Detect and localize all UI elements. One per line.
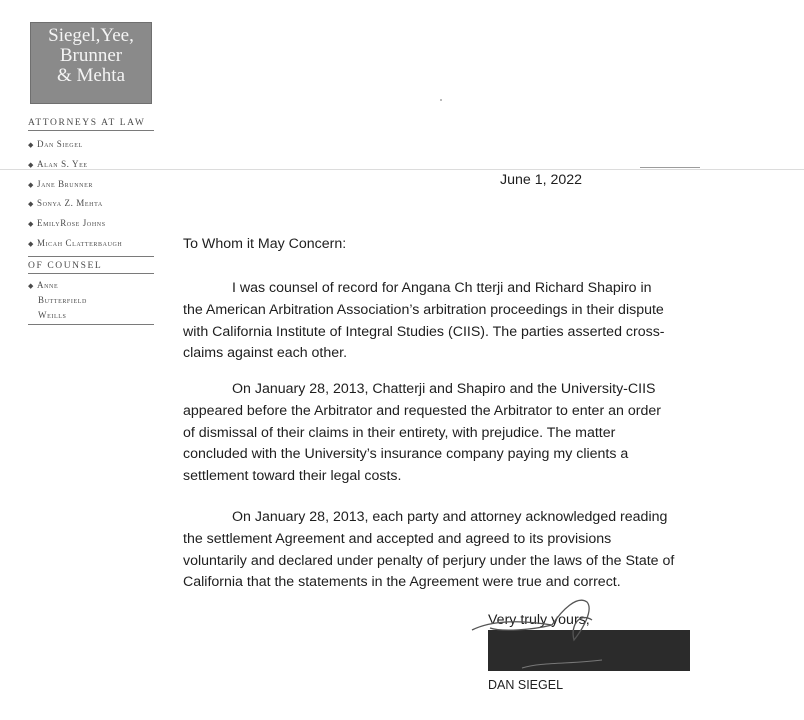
diamond-bullet-icon: ◆ xyxy=(28,141,34,149)
paragraph xyxy=(183,278,743,365)
attorneys-heading: ATTORNEYS AT LAW xyxy=(28,118,146,128)
scan-speck xyxy=(440,99,442,101)
diamond-bullet-icon: ◆ xyxy=(28,220,34,229)
signer-name: DAN SIEGEL xyxy=(488,678,564,692)
attorney-name: Alan S. Yee xyxy=(36,158,88,169)
paragraph-line: appeared before the Arbitrator and requested the Arbitrator to enter an order xyxy=(183,402,661,419)
paragraph-line: On January 28, 2013, each party and attorney acknowledged reading xyxy=(232,509,668,525)
diamond-bullet-icon: ◆ xyxy=(28,160,34,169)
attorney-name: EmilyRose Johns xyxy=(36,218,106,229)
paragraph-line: the American Arbitration Association’s arbitration proceedings in their dispute xyxy=(183,301,664,318)
firm-logo xyxy=(30,22,152,104)
paragraph xyxy=(183,379,743,488)
diamond-bullet-icon: ◆ xyxy=(28,239,34,248)
attorney-item xyxy=(28,175,156,195)
logo-line: Siegel,Yee, xyxy=(48,25,134,46)
divider xyxy=(28,256,154,257)
attorney-name: Sonya Z. Mehta xyxy=(36,198,103,209)
of-counsel-item xyxy=(28,278,156,323)
counsel-name-line: Butterfield xyxy=(38,295,87,306)
diamond-bullet-icon: ◆ xyxy=(28,200,34,209)
paragraph-line: of dismissal of their claims in their entirety, with prejudice. The matter xyxy=(183,424,616,441)
paragraph-line: the settlement Agreement and accepted and agreed to its provisions xyxy=(183,530,612,547)
letterhead-sidebar xyxy=(28,118,156,329)
paragraph-line: voluntarily and declared under penalty of perjury under the laws of the State of xyxy=(183,552,675,569)
logo-line: & Mehta xyxy=(56,65,126,86)
attorney-name: Dan Siegel xyxy=(36,139,83,149)
paragraph-line: On January 28, 2013, Chatterji and Shapiro and the University-CIIS xyxy=(232,381,656,397)
paragraph-line: settlement toward their legal costs. xyxy=(183,468,402,485)
attorney-name: Jane Brunner xyxy=(36,178,93,189)
of-counsel-heading: OF COUNSEL xyxy=(28,260,103,271)
attorney-item xyxy=(28,135,156,155)
scan-fold-mark xyxy=(640,167,700,168)
attorney-item xyxy=(28,214,156,234)
divider xyxy=(28,273,154,274)
salutation: To Whom it May Concern: xyxy=(183,236,347,252)
divider xyxy=(28,130,154,131)
attorney-item xyxy=(28,194,156,214)
paragraph xyxy=(183,507,743,594)
diamond-bullet-icon: ◆ xyxy=(28,281,34,290)
paragraph-line: with California Institute of Integral Studies (CIIS). The parties asserted cross- xyxy=(183,323,665,340)
counsel-name-line: Weills xyxy=(38,309,67,320)
logo-line: Brunner xyxy=(59,45,123,66)
letter-date: June 1, 2022 xyxy=(500,172,583,188)
closing: Very truly yours, xyxy=(488,612,590,628)
paragraph-line: concluded with the University’s insurance company paying my clients a xyxy=(183,446,629,463)
counsel-name-line: Anne xyxy=(36,279,59,290)
paragraph-line: California that the statements in the Agreement were true and correct. xyxy=(183,574,621,591)
paragraph-line: claims against each other. xyxy=(183,345,348,362)
attorney-item xyxy=(28,155,156,175)
paragraph-line: I was counsel of record for Angana Ch tterji and Richard Shapiro in xyxy=(232,280,652,296)
divider xyxy=(28,324,154,325)
attorney-name: Micah Clatterbaugh xyxy=(36,237,123,248)
diamond-bullet-icon: ◆ xyxy=(28,180,34,189)
attorney-item xyxy=(28,234,156,254)
